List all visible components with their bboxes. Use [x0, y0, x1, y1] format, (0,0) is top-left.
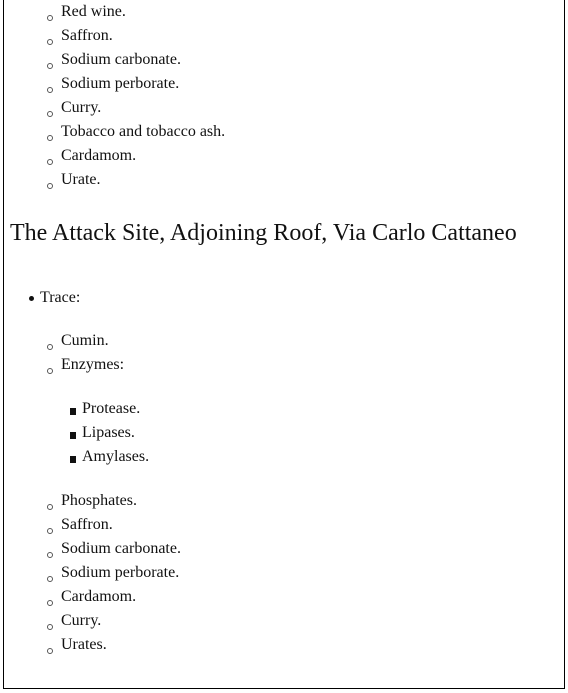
list-item: Curry.	[61, 99, 102, 116]
disc-bullet-icon	[29, 296, 34, 301]
circle-bullet-icon	[47, 63, 53, 69]
list-item: Red wine.	[61, 3, 126, 20]
list-item: Cardamom.	[61, 147, 137, 164]
list-item: Curry.	[61, 612, 102, 629]
circle-bullet-icon	[47, 600, 53, 606]
section-heading: The Attack Site, Adjoining Roof, Via Carlo Cattaneo	[10, 220, 517, 246]
circle-bullet-icon	[47, 344, 53, 350]
list-item: Protease.	[82, 400, 141, 417]
circle-bullet-icon	[47, 159, 53, 165]
list-item: Enzymes:	[61, 356, 125, 373]
circle-bullet-icon	[47, 552, 53, 558]
list-item: Cumin.	[61, 332, 109, 349]
circle-bullet-icon	[47, 87, 53, 93]
list-item: Tobacco and tobacco ash.	[61, 123, 226, 140]
list-item: Phosphates.	[61, 492, 137, 509]
list-item: Saffron.	[61, 27, 113, 44]
list-item: Sodium perborate.	[61, 75, 180, 92]
list-item: Amylases.	[82, 448, 150, 465]
circle-bullet-icon	[47, 39, 53, 45]
list-item: Sodium carbonate.	[61, 51, 181, 68]
square-bullet-icon	[70, 408, 76, 415]
circle-bullet-icon	[47, 183, 53, 189]
list-item: Urate.	[61, 171, 101, 188]
circle-bullet-icon	[47, 135, 53, 141]
square-bullet-icon	[70, 432, 76, 439]
circle-bullet-icon	[47, 504, 53, 510]
circle-bullet-icon	[47, 15, 53, 21]
list-item: Sodium perborate.	[61, 564, 180, 581]
circle-bullet-icon	[47, 368, 53, 374]
list-item: Lipases.	[82, 424, 135, 441]
list-item: Sodium carbonate.	[61, 540, 181, 557]
list-item: Urates.	[61, 636, 107, 653]
circle-bullet-icon	[47, 111, 53, 117]
circle-bullet-icon	[47, 528, 53, 534]
circle-bullet-icon	[47, 648, 53, 654]
list-item: Saffron.	[61, 516, 113, 533]
list-item: Cardamom.	[61, 588, 137, 605]
trace-label: Trace:	[40, 289, 81, 306]
square-bullet-icon	[70, 456, 76, 463]
circle-bullet-icon	[47, 624, 53, 630]
circle-bullet-icon	[47, 576, 53, 582]
